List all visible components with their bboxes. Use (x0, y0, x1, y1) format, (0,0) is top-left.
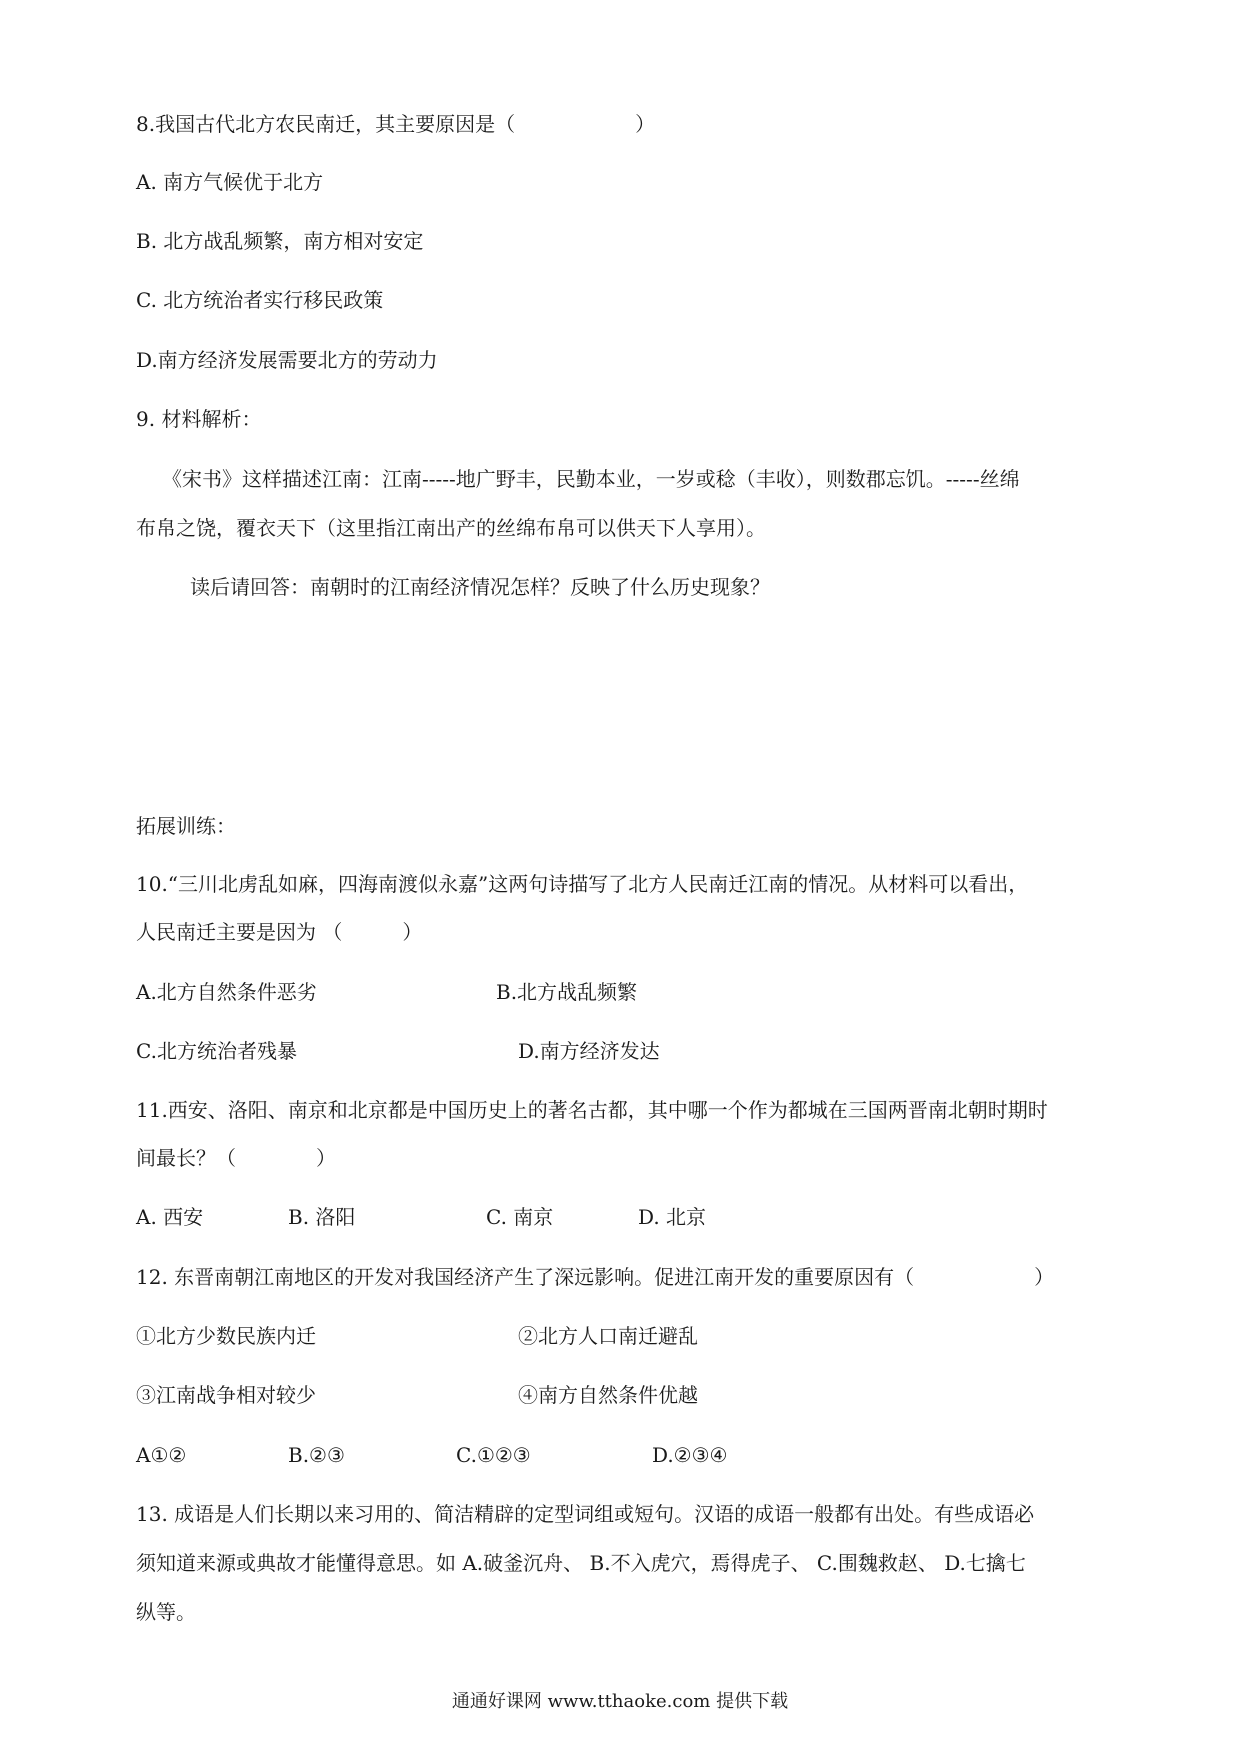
section-title: 拓展训练： (136, 814, 236, 838)
q8-option-b: B. 北方战乱频繁，南方相对安定 (136, 229, 424, 253)
q9-material-line2: 布帛之饶，覆衣天下（这里指江南出产的丝绵布帛可以供天下人享用）。 (136, 516, 766, 540)
q10-stem-line2: 人民南迁主要是因为 （ ） (136, 920, 423, 944)
q12-option-d: D.②③④ (652, 1443, 728, 1467)
q12-item-2: ②北方人口南迁避乱 (518, 1324, 698, 1348)
q13-line2: 须知道来源或典故才能懂得意思。如 A.破釜沉舟、 B.不入虎穴，焉得虎子、 C.围魏救赵、 D.七擒七 (136, 1551, 1026, 1575)
q8-stem: 8.我国古代北方农民南迁，其主要原因是（ ） (136, 112, 656, 136)
q12-option-b: B.②③ (288, 1443, 345, 1467)
q12-option-c: C.①②③ (456, 1443, 531, 1467)
q11-option-d: D. 北京 (638, 1205, 707, 1229)
q12-item-4: ④南方自然条件优越 (518, 1383, 698, 1407)
q12-option-a: A①② (136, 1443, 187, 1467)
q10-stem-line1: 10.“三川北虏乱如麻，四海南渡似永嘉”这两句诗描写了北方人民南迁江南的情况。从材料可以看出， (136, 872, 1029, 896)
q11-option-c: C. 南京 (486, 1205, 554, 1229)
q8-option-d: D.南方经济发展需要北方的劳动力 (136, 348, 438, 372)
q10-option-b: B.北方战乱频繁 (496, 980, 638, 1004)
q11-option-a: A. 西安 (136, 1205, 204, 1229)
q9-material-line1: 《宋书》这样描述江南：江南-----地广野丰，民勤本业，一岁或稔（丰收），则数郡忘饥。-----丝绵 (162, 467, 1020, 491)
q9-question: 读后请回答：南朝时的江南经济情况怎样？反映了什么历史现象？ (190, 575, 770, 599)
q13-line3: 纵等。 (136, 1600, 196, 1624)
q13-line1: 13. 成语是人们长期以来习用的、简洁精辟的定型词组或短句。汉语的成语一般都有出处。有些成语必 (136, 1502, 1035, 1526)
q11-stem-line1: 11.西安、洛阳、南京和北京都是中国历史上的著名古都，其中哪一个作为都城在三国两晋南北朝时期时 (136, 1098, 1048, 1122)
q12-item-1: ①北方少数民族内迁 (136, 1324, 316, 1348)
footer-credit: 通通好课网 www.tthaoke.com 提供下载 (451, 1691, 789, 1712)
q12-item-3: ③江南战争相对较少 (136, 1383, 316, 1407)
q10-option-c: C.北方统治者残暴 (136, 1039, 297, 1063)
q8-option-a: A. 南方气候优于北方 (136, 170, 324, 194)
q10-option-d: D.南方经济发达 (518, 1039, 660, 1063)
q11-option-b: B. 洛阳 (288, 1205, 356, 1229)
q11-stem-line2: 间最长？（ ） (136, 1146, 336, 1170)
q9-title: 9. 材料解析： (136, 407, 262, 431)
q10-option-a: A.北方自然条件恶劣 (136, 980, 317, 1004)
q8-option-c: C. 北方统治者实行移民政策 (136, 288, 384, 312)
q12-stem: 12. 东晋南朝江南地区的开发对我国经济产生了深远影响。促进江南开发的重要原因有（ ） (136, 1265, 1055, 1289)
